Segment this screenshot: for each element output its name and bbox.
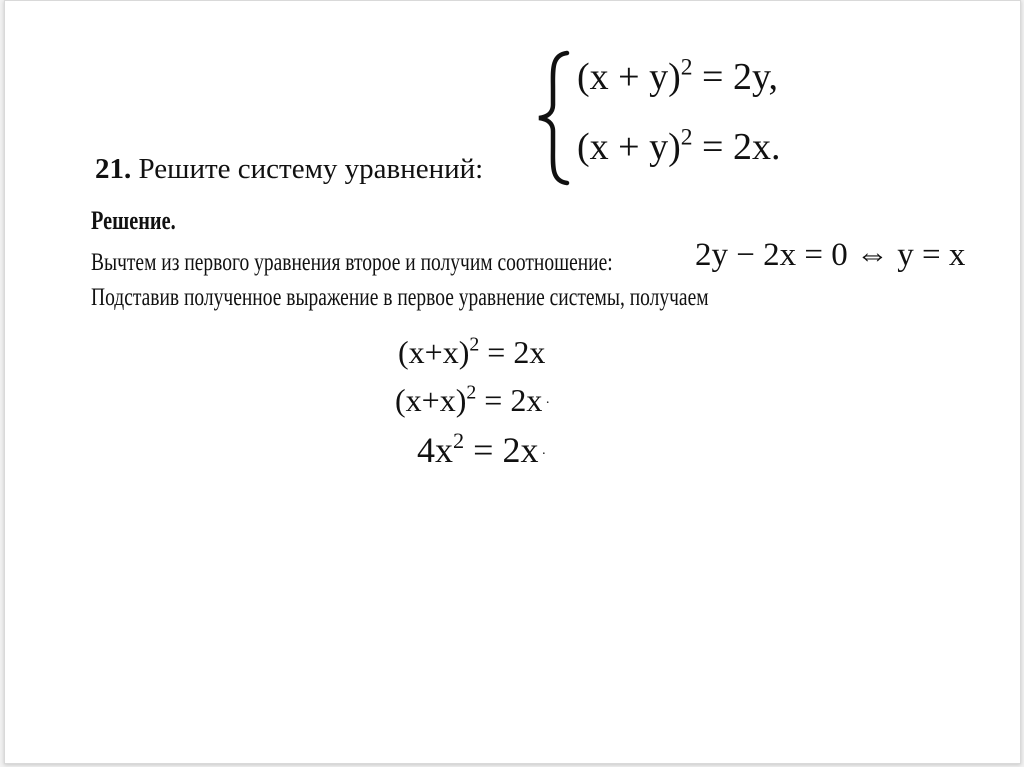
solution-heading: Решение. bbox=[91, 206, 176, 235]
solution-line-2: Подставив полученное выражение в первое уравнение системы, получаем bbox=[91, 284, 709, 311]
system-brace bbox=[533, 49, 573, 187]
problem-text: Решите систему уравнений: bbox=[138, 153, 484, 185]
eq2-exponent: 2 bbox=[680, 124, 693, 151]
step1-rhs: = 2x bbox=[487, 334, 546, 370]
problem-number: 21. bbox=[95, 153, 132, 185]
system-equation-2 bbox=[577, 125, 780, 169]
eq1-lhs: (x + y) bbox=[577, 56, 681, 98]
step3-lhs: 4x bbox=[417, 430, 453, 470]
step3-rhs: = 2x bbox=[473, 430, 539, 470]
eq1-exponent: 2 bbox=[680, 54, 693, 81]
slide bbox=[4, 0, 1021, 764]
step1-lhs: (x+x) bbox=[398, 334, 470, 370]
eq2-rhs: = 2x. bbox=[702, 126, 781, 168]
derivation-step-1 bbox=[398, 334, 545, 371]
derivation-step-2 bbox=[395, 382, 550, 419]
eq2-lhs: (x + y) bbox=[577, 126, 681, 168]
system-equation-1 bbox=[577, 55, 778, 99]
step2-rhs: = 2x bbox=[484, 382, 543, 418]
step3-exponent: 2 bbox=[453, 428, 465, 454]
eq1-rhs: = 2y, bbox=[702, 56, 778, 98]
derivation-step-3 bbox=[417, 429, 546, 471]
step1-exponent: 2 bbox=[469, 333, 480, 356]
problem-statement bbox=[95, 153, 483, 186]
relation-formula: 2y − 2x = 0 ⇔ y = x bbox=[695, 237, 966, 273]
step2-dot: · bbox=[545, 396, 550, 411]
step3-dot: · bbox=[541, 447, 547, 462]
step2-lhs: (x+x) bbox=[395, 382, 467, 418]
solution-line-1: Вычтем из первого уравнения второе и получим соотношение: bbox=[91, 249, 613, 276]
step2-exponent: 2 bbox=[466, 381, 477, 404]
